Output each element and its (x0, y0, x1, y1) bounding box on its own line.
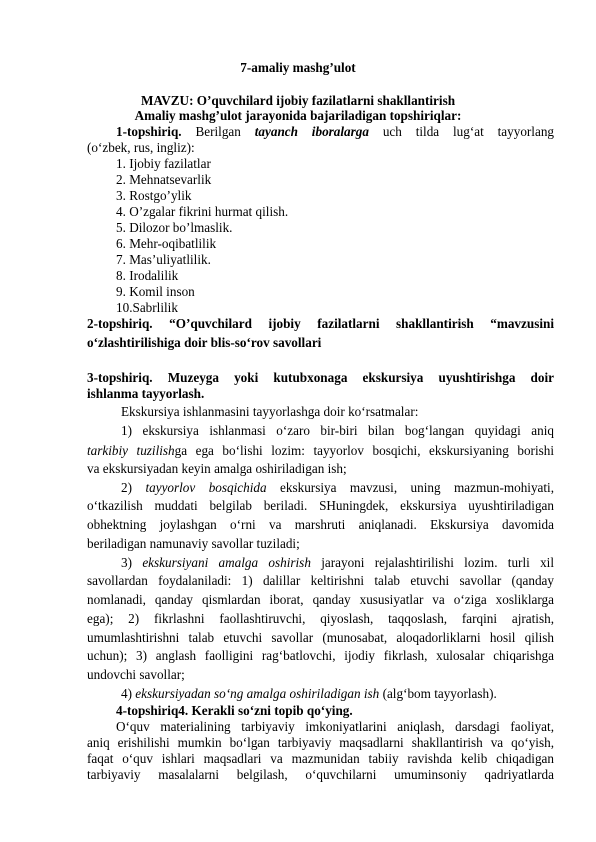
list-item: 4. O’zgalar fikrini hurmat qilish. (116, 204, 289, 219)
task3-intro: Ekskursiya ishlanmasini tayyorlashga doir ko‘rsatmalar: (121, 404, 419, 419)
task4-line4: tarbiyaviy masalalarni belgilash, o‘quvchilarni umuminsoniy qadriyatlarda (87, 767, 554, 782)
p3-line6: uchun); 3) anglash faolligini rag‘batlovchi, ijodiy fikrlash, xulosalar chiqarishga (87, 648, 554, 663)
task4-line3: faqat o‘quv ishlari maqsadlari va mazmunidan tabiiy ravishda kelib chiqadigan (87, 751, 554, 766)
p3-line5: umumlashtirishni talab etuvchi savollar (munosabat, aloqadorliklarni hosil qilish (87, 630, 554, 645)
p1-line3: va ekskursiyadan keyin amalga oshiriladigan ish; (87, 461, 347, 476)
task4-line1: O‘quv materialining tarbiyaviy imkoniyatlarini aniqlash, darsdagi faoliyat, (116, 719, 554, 734)
tasks-subtitle: Amaliy mashg’ulot jarayonida bajariladigan topshiriqlar: (134, 108, 462, 123)
p2-line4: beriladigan namunaviy savollar tuziladi; (87, 536, 300, 551)
p4-line: 4) ekskursiyadan so‘ng amalga oshiriladigan ish (alg‘bom tayyorlash). (121, 686, 497, 701)
task4-heading: 4-topshiriq4. Kerakli so‘zni topib qo‘ying. (116, 703, 353, 718)
list-item: 10.Sabrlilik (116, 300, 178, 315)
task2-line1: 2-topshiriq. “O’quvchilard ijobiy fazilatlarni shakllantirish “mavzusini (87, 316, 554, 331)
p3-line3: nomlanadi, qanday qismlardan iborat, qanday xususiyatlar va o‘ziga xosliklarga (87, 592, 554, 607)
p3-line1: 3) ekskursiyani amalga oshirish jarayoni rejalashtirilishi lozim. turli xil (121, 555, 555, 570)
p1-line1: 1) ekskursiya ishlanmasi o‘zaro bir-biri bilan bog‘langan quyidagi aniq (121, 423, 554, 438)
task4-line2: aniq erishilishi mumkin bo‘lgan tarbiyaviy maqsadlarni shakllantirish va qo‘yish, (87, 735, 554, 750)
lesson-title: 7-amaliy mashg’ulot (240, 60, 356, 75)
list-item: 8. Irodalilik (116, 268, 179, 283)
list-item: 2. Mehnatsevarlik (116, 172, 212, 187)
task2-line2: o‘zlashtirilishiga doir blis-so‘rov savollari (87, 335, 322, 350)
p1-line2: tarkibiy tuzilishga ega bo‘lishi lozim: tayyorlov bosqichi, ekskursiyaning borishi (87, 443, 554, 458)
list-item: 6. Mehr-oqibatlilik (116, 236, 217, 251)
p2-line3: obhektning joylashgan o‘rni va marshruti aniqlanadi. Ekskursiya davomida (87, 517, 554, 532)
list-item: 1. Ijobiy fazilatlar (116, 156, 211, 171)
task3-line2: ishlanma tayyorlash. (87, 386, 205, 401)
list-item: 7. Mas’uliyatlilik. (116, 252, 211, 267)
list-item: 5. Dilozor bo’lmaslik. (116, 220, 233, 235)
task1-keywords: tayanch iboralarga (254, 124, 369, 139)
task1-line2: (o‘zbek, rus, ingliz): (87, 140, 195, 155)
task3-line1: 3-topshiriq. Muzeyga yoki kutubxonaga ekskursiya uyushtirishga doir (87, 370, 554, 385)
p3-line7: undovchi savollar; (87, 667, 185, 682)
list-item: 3. Rostgo’ylik (116, 188, 192, 203)
topic-heading: MAVZU: O’quvchilard ijobiy fazilatlarni shakllantirish (140, 93, 456, 108)
p3-line2: savollardan foydalaniladi: 1) dalillar keltirishni talab etuvchi savollar (qanday (87, 573, 554, 588)
p2-line1: 2) tayyorlov bosqichida ekskursiya mavzusi, uning mazmun-mohiyati, (121, 480, 555, 495)
list-item: 9. Komil inson (116, 284, 195, 299)
task1-label: 1-topshiriq. (116, 124, 182, 139)
task1-line1: 1-topshiriq. Berilgan tayanch iboralarga uch tilda lug‘at tayyorlang (116, 124, 555, 139)
p2-line2: o‘tkazilish muddati belgilab beriladi. SHuningdek, ekskursiya uyushtiriladigan (87, 498, 554, 513)
p3-line4: ega); 2) fikrlashni faollashtiruvchi, qiyoslash, taqqoslash, farqini ajratish, (87, 611, 554, 626)
